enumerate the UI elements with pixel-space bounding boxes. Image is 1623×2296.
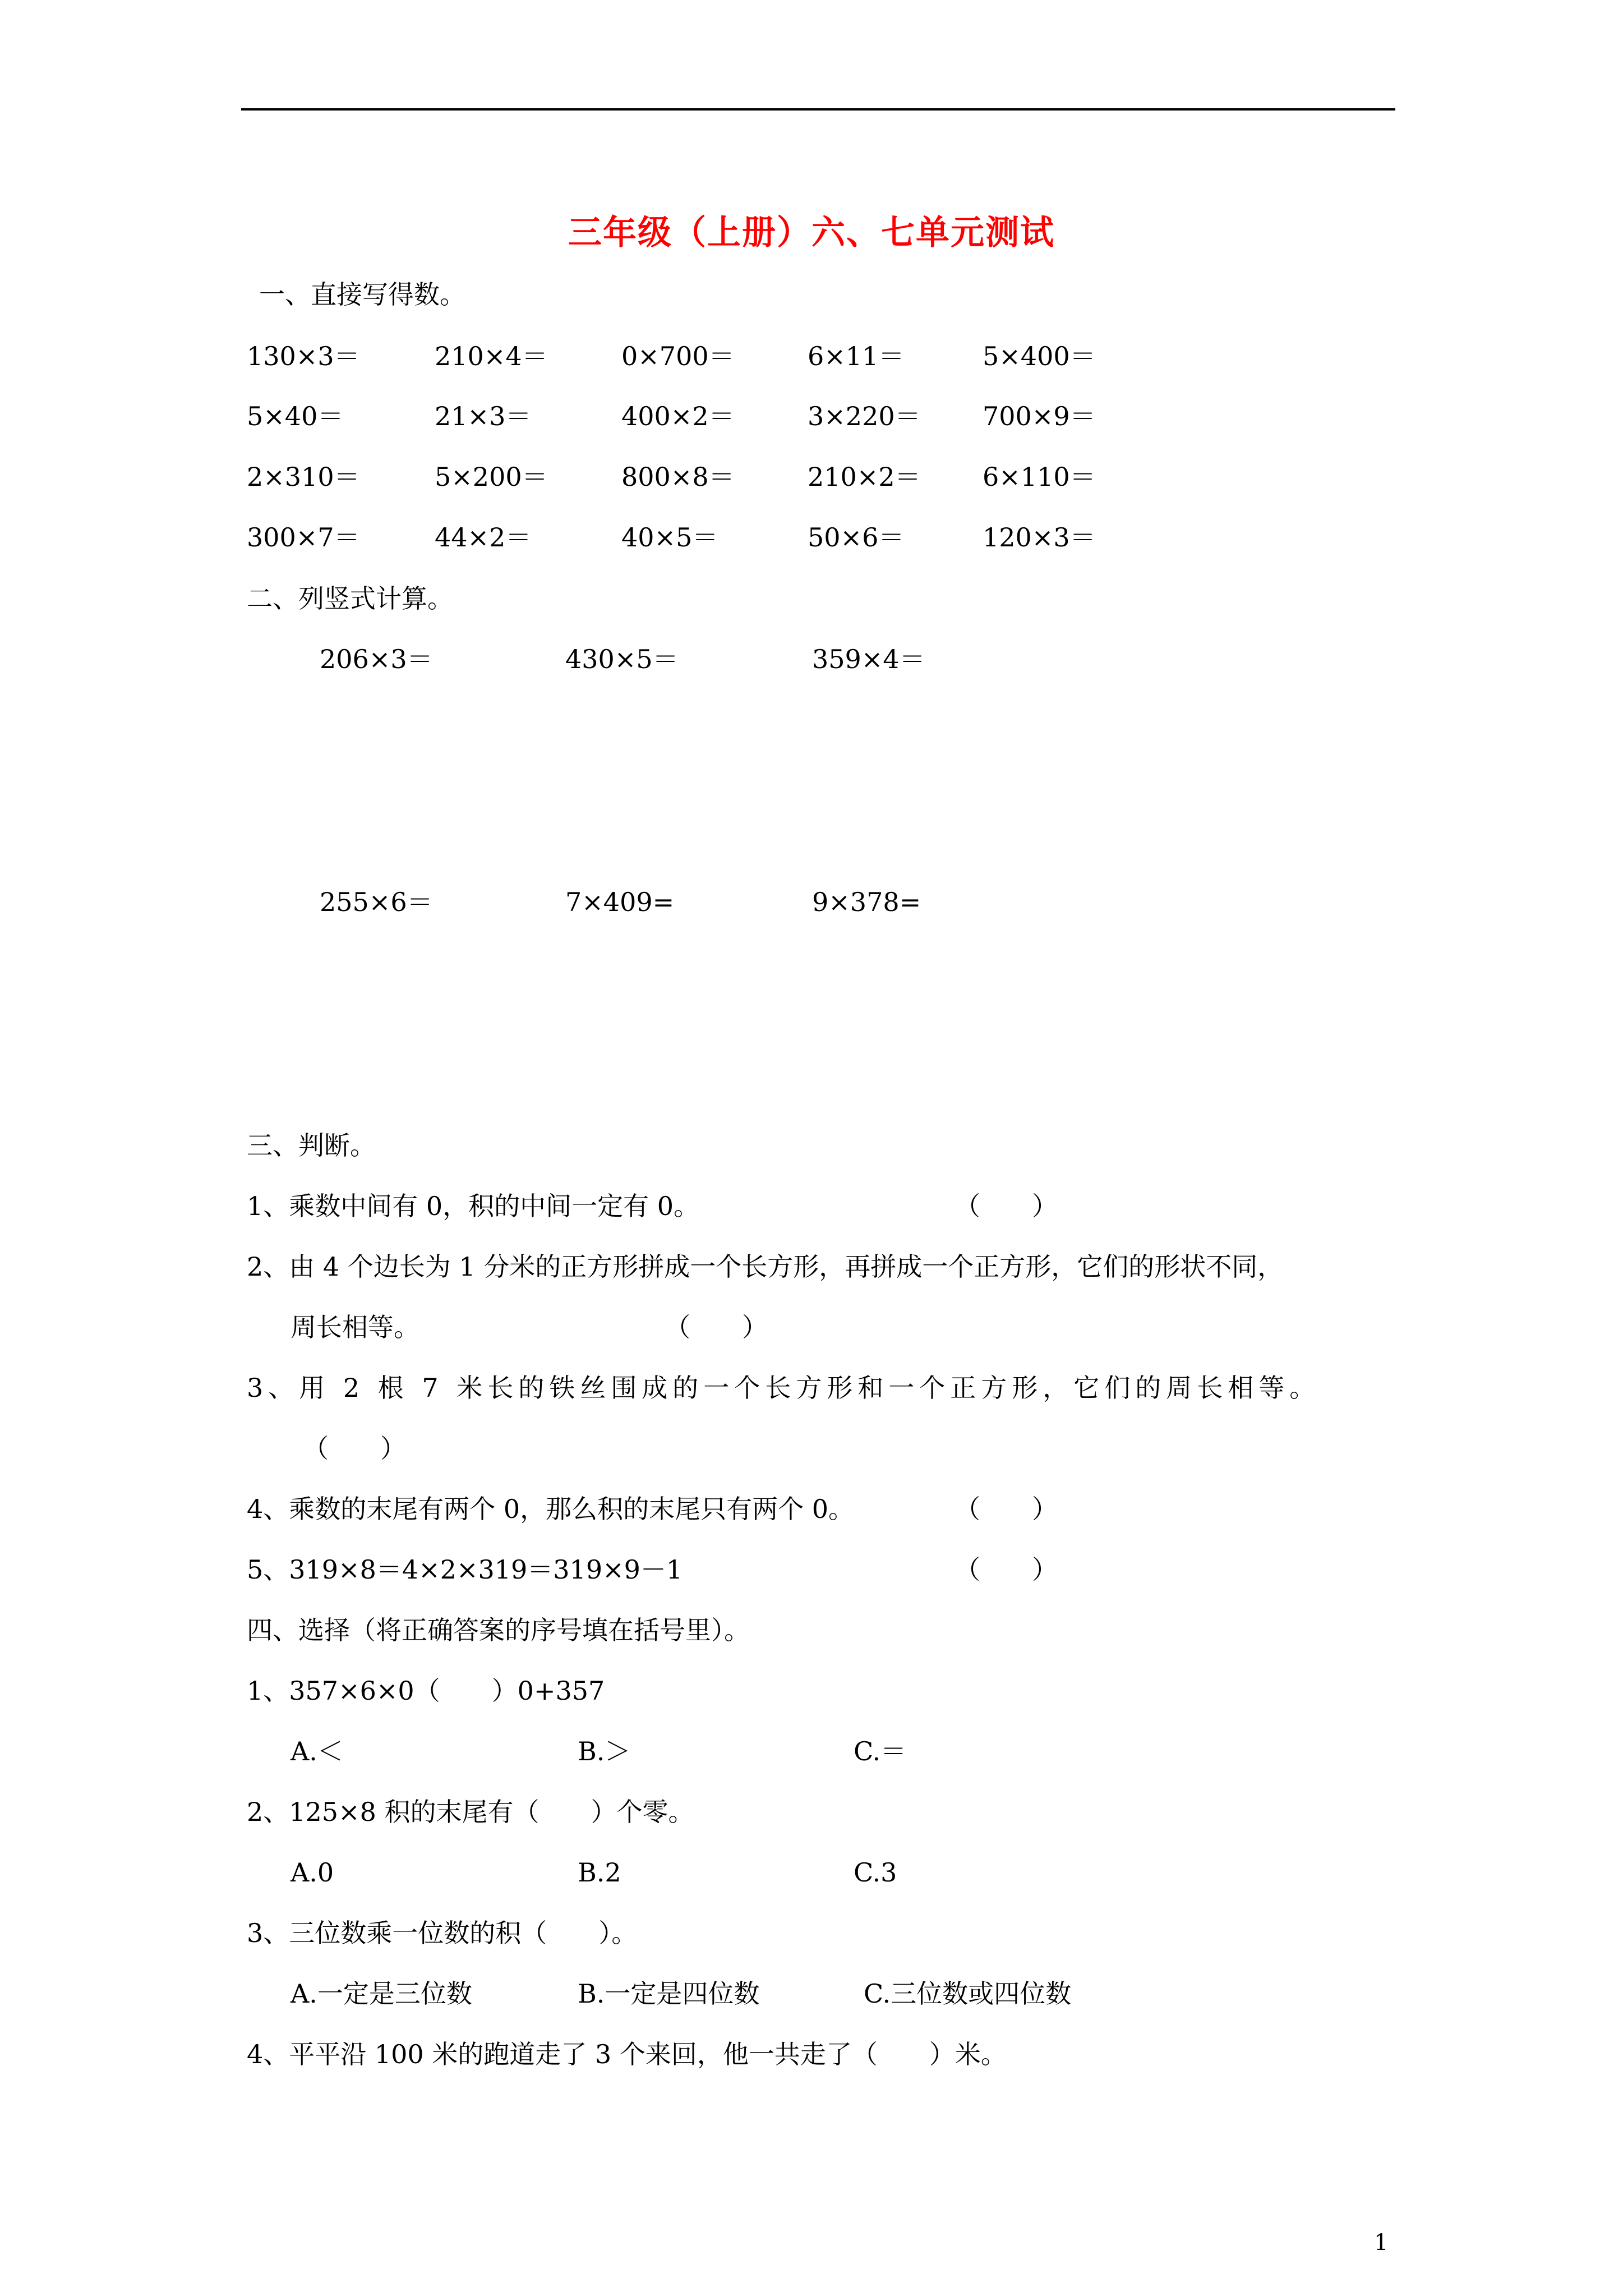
calc-item: 0×700＝ (621, 341, 735, 371)
calc-item: 5×400＝ (983, 341, 1096, 371)
judge-question-1: 1、乘数中间有 0，积的中间一定有 0。 (247, 1191, 700, 1221)
answer-blank: （ ） (665, 1312, 768, 1342)
calc-item: 130×3＝ (247, 341, 360, 371)
calc-item: 6×110＝ (983, 462, 1096, 492)
judge-question-2-line2: 周长相等。 (291, 1312, 419, 1342)
calc-item: 700×9＝ (983, 401, 1096, 431)
choice-option: A.＜ (291, 1736, 343, 1766)
section2-heading: 二、列竖式计算。 (247, 583, 453, 614)
calc-item: 5×200＝ (435, 462, 548, 492)
answer-blank: （ ） (955, 1191, 1058, 1221)
calc-item: 6×11＝ (808, 341, 905, 371)
answer-blank: （ ） (303, 1433, 406, 1464)
choice-option: B.一定是四位数 (578, 1978, 760, 2009)
calc-item: 40×5＝ (621, 522, 718, 553)
calc-item: 210×4＝ (435, 341, 548, 371)
choice-option: B.2 (578, 1857, 621, 1888)
section4-heading: 四、选择（将正确答案的序号填在括号里）。 (247, 1615, 750, 1645)
judge-question-2-line1: 2、由 4 个边长为 1 分米的正方形拼成一个长方形，再拼成一个正方形，它们的形状不同， (247, 1251, 1284, 1282)
choice-option: C.＝ (854, 1736, 907, 1766)
calc-item: 120×3＝ (983, 522, 1096, 553)
choice-question-2: 2、125×8 积的末尾有（ ）个零。 (247, 1797, 694, 1827)
vertical-calc-item: 430×5＝ (565, 644, 679, 674)
page-title: 三年级（上册）六、七单元测试 (568, 213, 1055, 252)
calc-item: 3×220＝ (808, 401, 921, 431)
answer-blank: （ ） (955, 1494, 1058, 1524)
judge-question-5: 5、319×8＝4×2×319＝319×9－1 (247, 1554, 683, 1585)
header-rule (241, 108, 1395, 111)
calc-item: 300×7＝ (247, 522, 360, 553)
vertical-calc-item: 359×4＝ (812, 644, 925, 674)
choice-option: B.＞ (578, 1736, 631, 1766)
answer-blank: （ ） (955, 1554, 1058, 1585)
page-number: 1 (1374, 2230, 1389, 2256)
choice-question-3: 3、三位数乘一位数的积（ ）。 (247, 1918, 638, 1948)
choice-option: C.3 (854, 1857, 897, 1888)
judge-question-3-line1: 3、用 2 根 7 米长的铁丝围成的一个长方形和一个正方形，它们的周长相等。 (247, 1373, 1321, 1403)
choice-question-1: 1、357×6×0（ ）0+357 (247, 1676, 605, 1706)
vertical-calc-item: 255×6＝ (320, 887, 433, 917)
calc-item: 44×2＝ (435, 522, 532, 553)
calc-item: 5×40＝ (247, 401, 344, 431)
vertical-calc-item: 7×409= (565, 887, 675, 917)
calc-item: 210×2＝ (808, 462, 921, 492)
calc-item: 21×3＝ (435, 401, 532, 431)
calc-item: 50×6＝ (808, 522, 905, 553)
calc-item: 800×8＝ (621, 462, 735, 492)
choice-option: A.一定是三位数 (291, 1978, 472, 2009)
section1-heading: 一、直接写得数。 (259, 279, 465, 310)
vertical-calc-item: 9×378= (812, 887, 921, 917)
choice-option: C.三位数或四位数 (864, 1978, 1072, 2009)
section3-heading: 三、判断。 (247, 1130, 376, 1161)
calc-item: 2×310＝ (247, 462, 360, 492)
vertical-calc-item: 206×3＝ (320, 644, 433, 674)
calc-item: 400×2＝ (621, 401, 735, 431)
choice-option: A.0 (291, 1857, 334, 1888)
judge-question-4: 4、乘数的末尾有两个 0，那么积的末尾只有两个 0。 (247, 1494, 855, 1524)
choice-question-4: 4、平平沿 100 米的跑道走了 3 个来回，他一共走了（ ）米。 (247, 2039, 1007, 2069)
